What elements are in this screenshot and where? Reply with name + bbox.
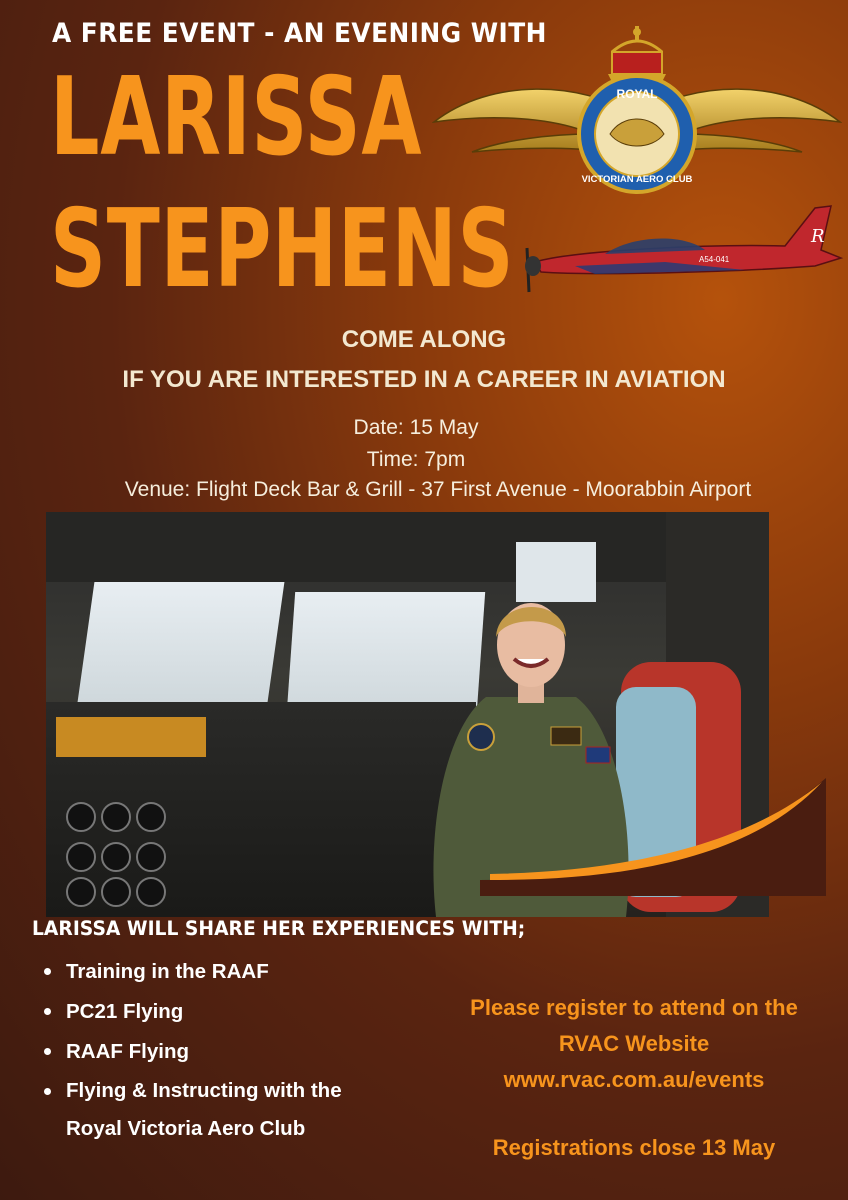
registration-close: Registrations close 13 May — [492, 1135, 776, 1160]
intro-line-2: IF YOU ARE INTERESTED IN A CAREER IN AVIATION — [122, 366, 726, 393]
list-item: Flying & Instructing with the Royal Victoria Aero Club — [40, 1072, 366, 1148]
register-url[interactable]: www.rvac.com.au/events — [503, 1067, 765, 1092]
event-venue: Venue: Flight Deck Bar & Grill - 37 First Avenue - Moorabbin Airport — [124, 478, 752, 501]
decorative-swoosh — [480, 770, 826, 896]
event-kicker: A FREE EVENT - AN EVENING WITH — [52, 18, 547, 49]
rvac-logo — [432, 22, 842, 212]
list-item: RAAF Flying — [40, 1032, 366, 1072]
list-item: PC21 Flying — [40, 992, 366, 1032]
register-line-2: RVAC Website — [558, 1031, 710, 1056]
topics-list — [40, 952, 366, 1148]
speaker-last-name: STEPHENS — [50, 187, 515, 312]
topics-heading: LARISSA WILL SHARE HER EXPERIENCES WITH; — [32, 917, 526, 940]
intro-line-1: COME ALONG — [341, 326, 507, 353]
speaker-first-name: LARISSA — [50, 55, 423, 180]
tail-r-icon: R — [811, 226, 825, 247]
crown-icon — [608, 26, 666, 82]
event-date: Date: 15 May — [353, 416, 479, 439]
register-line-1: Please register to attend on the — [470, 995, 798, 1020]
logo-bottom-text: VICTORIAN AERO CLUB — [581, 174, 693, 185]
pc21-aircraft — [515, 200, 845, 300]
event-time: Time: 7pm — [366, 448, 466, 471]
logo-top-text: ROYAL — [616, 87, 658, 101]
list-item: Training in the RAAF — [40, 952, 366, 992]
aircraft-tail-marking: A54-041 — [699, 255, 730, 264]
